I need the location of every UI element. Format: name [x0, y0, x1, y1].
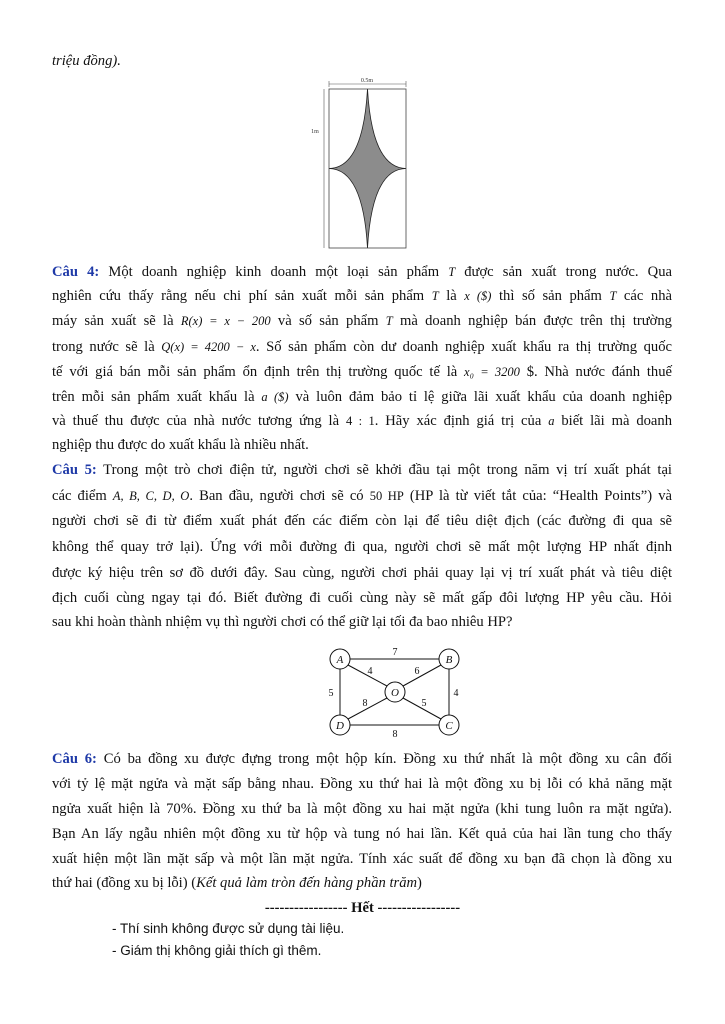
math-a-dollar: a ($): [261, 390, 289, 404]
weight-DC: 8: [392, 729, 398, 740]
q4-line-4: [52, 338, 672, 356]
q6-line-1: [52, 750, 672, 768]
figure-curved-diamond: [300, 76, 415, 252]
q5-line-3: người chơi sẽ đi từ điểm xuất phát đến các điểm còn lại để tiêu diệt địch (các đường đi qua sẽ: [52, 513, 672, 529]
q4-text: máy sản xuất sẽ là: [52, 313, 181, 329]
q5-line-5: được ký hiệu trên sơ đồ dưới đây. Sau cùng, người chơi phải quay lại vị trí xuất phát và tiêu diệt: [52, 565, 672, 581]
q4-text: . Hãy xác định giá trị của: [374, 413, 549, 429]
math-points: A, B, C, D, O: [112, 489, 190, 503]
math-T: T: [609, 289, 617, 303]
q5-line-7: sau khi hoàn thành nhiệm vụ thì người chơi có thể giữ lại tối đa bao nhiêu HP?: [52, 614, 513, 630]
q4-text: Một doanh nghiệp kinh doanh một loại sản phẩm: [99, 264, 449, 280]
q6-line-6: [52, 874, 672, 892]
q4-line-8: nghiệp thu được do xuất khẩu là nhiều nhất.: [52, 437, 309, 453]
height-label: 1m: [311, 129, 319, 135]
q4-text: trên mỗi sản phẩm xuất khẩu là: [52, 389, 262, 405]
q6-text: thứ hai (đồng xu bị lỗi) (: [52, 875, 197, 891]
weight-BO: 6: [414, 666, 420, 677]
node-label-O: O: [391, 687, 399, 699]
q6-line-4: Bạn An lấy ngẫu nhiên một đồng xu từ hộp và tung nó hai lần. Kết quả của hai lần tung cho thấy: [52, 826, 672, 842]
q4-line-5: [52, 363, 672, 381]
weight-DO: 8: [362, 698, 368, 709]
q5-line-4: không thể quay trở lại). Ứng với mỗi đường đi qua, người chơi sẽ mất một lượng HP nhất định: [52, 539, 672, 555]
q4-line-3: [52, 312, 672, 330]
q6-text: Có ba đồng xu được đựng trong một hộp kín. Đồng xu thứ nhất là một đồng xu cân đối: [96, 751, 673, 767]
math-x0: x₀ = 3200: [464, 365, 520, 379]
q4-text: nghiên cứu thấy rằng nếu chi phí sản xuất mỗi sản phẩm: [52, 288, 432, 304]
math-hp: 50 HP: [369, 489, 404, 503]
edge-BO: [403, 665, 441, 686]
weight-AD: 5: [328, 688, 334, 699]
q6-italic-note: Kết quả làm tròn đến hàng phần trăm: [196, 875, 418, 891]
end-dashes-left: -----------------: [264, 900, 348, 916]
q4-text: tế với giá bán mỗi sản phẩm ổn định trên thị trường quốc tế là: [52, 364, 465, 380]
shaded-curved-diamond: [329, 89, 406, 248]
q4-text: $. Nhà nước đánh thuế: [519, 364, 672, 380]
node-label-C: C: [445, 720, 453, 732]
end-het: Hết: [347, 900, 378, 916]
note-no-explanation: - Giám thị không giải thích gì thêm.: [112, 943, 322, 958]
end-dashes-right: -----------------: [377, 900, 461, 916]
q5-text: . Ban đầu, người chơi sẽ có: [189, 488, 370, 504]
math-Q-formula: Q(x) = 4200 − x: [161, 340, 256, 354]
q6-line-2: với tỷ lệ mặt ngửa và mặt sấp bằng nhau. Đồng xu thứ hai là một đồng xu bị lỗi có khả năng mặt: [52, 776, 672, 792]
q6-line-3: ngửa xuất hiện là 70%. Đồng xu thứ ba là một đồng xu hai mặt ngửa (khi tung luôn ra mặt ngửa).: [52, 801, 672, 817]
top-fragment: triệu đồng).: [52, 53, 121, 69]
weight-AB: 7: [392, 647, 398, 658]
q4-text: và số sản phẩm: [270, 313, 386, 329]
q4-line-6: [52, 388, 672, 406]
math-T: T: [431, 289, 439, 303]
q4-text: biết lãi mà doanh: [554, 413, 673, 429]
q4-line-2: [52, 287, 672, 305]
note-no-materials: - Thí sinh không được sử dụng tài liệu.: [112, 921, 345, 936]
end-marker: [0, 899, 725, 917]
q4-text: trong nước sẽ là: [52, 339, 162, 355]
width-label: 0.5m: [360, 78, 374, 84]
q4-text: và luôn đảm bảo tỉ lệ giữa lãi xuất khẩu của doanh nghiệp: [288, 389, 672, 405]
math-T: T: [448, 265, 456, 279]
q5-label: Câu 5:: [52, 462, 97, 478]
node-label-B: B: [445, 654, 453, 666]
node-label-D: D: [336, 720, 344, 732]
q4-text: mà doanh nghiệp bán được trên thị trường: [392, 313, 672, 329]
math-T: T: [385, 314, 393, 328]
q4-text: là: [438, 288, 465, 304]
q5-line-6: địch cuối cùng ngay tại đó. Biết đường đi cuối cùng này sẽ mất gấp đôi lượng HP yêu cầu. Hỏi: [52, 590, 672, 606]
math-R-formula: R(x) = x − 200: [180, 314, 271, 328]
q4-text: và thuế thu được của nhà nước tương ứng là: [52, 413, 346, 429]
weight-AO: 4: [367, 666, 373, 677]
q5-text: (HP là từ viết tắt của: “Health Points”) và: [403, 488, 672, 504]
q6-label: Câu 6:: [52, 751, 97, 767]
weight-OC: 5: [421, 698, 427, 709]
weight-BC: 4: [453, 688, 459, 699]
hp-graph-diagram: [320, 644, 465, 742]
q4-text: thì số sản phẩm: [491, 288, 610, 304]
q4-text: . Số sản phẩm còn dư doanh nghiệp xuất khẩu ra thị trường quốc: [255, 339, 672, 355]
q4-line-7: [52, 412, 672, 430]
edge-DO: [348, 698, 387, 719]
q4-line-1: [52, 263, 672, 281]
math-ratio: 4 : 1: [345, 414, 375, 428]
q5-line-2: [52, 487, 672, 505]
math-a: a: [548, 414, 555, 428]
node-label-A: A: [336, 654, 344, 666]
q5-text: các điểm: [52, 488, 113, 504]
q4-text: được sản xuất trong nước. Qua: [455, 264, 672, 280]
math-x-dollar: x ($): [464, 289, 492, 303]
q4-text: các nhà: [616, 288, 672, 304]
q6-line-5: xuất hiện một lần mặt sấp và một lần mặt ngửa. Tính xác suất để đồng xu bạn đã chọn là đồng xu: [52, 851, 672, 867]
q6-text: ): [417, 875, 422, 891]
q4-label: Câu 4:: [52, 264, 100, 280]
q5-line-1: [52, 461, 672, 479]
q5-text: Trong một trò chơi điện tử, người chơi sẽ khởi đầu tại một trong năm vị trí xuất phát tại: [96, 462, 672, 478]
